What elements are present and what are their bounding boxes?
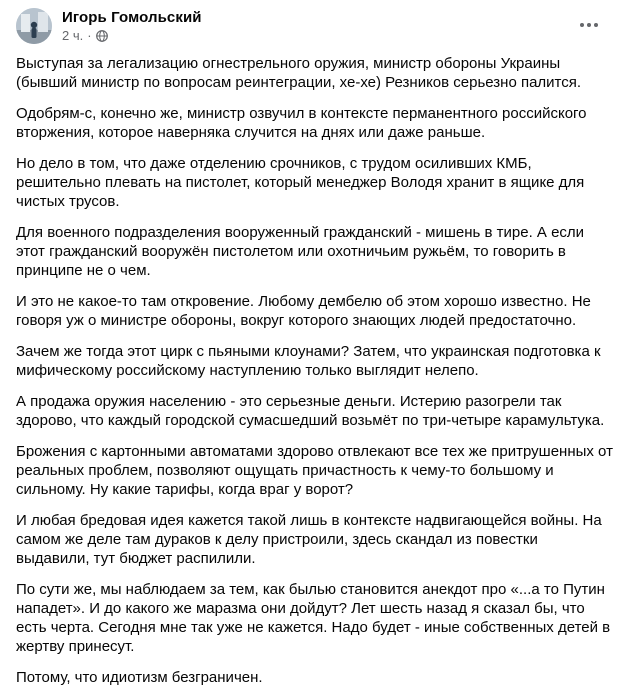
post-paragraph: Но дело в том, что даже отделению срочников, с трудом осиливших КМБ, решительно плевать на пистолет, который менеджер Володя хранит в ящике для чистых трусов. [16,155,585,210]
post-time[interactable]: 2 ч. [62,28,84,43]
post-paragraph: А продажа оружия населению - это серьезные деньги. Истерию разогрели так здорово, что каждый городской сумасшедший возьмёт по три-четыре карамультука. [16,393,605,429]
post-paragraph: Брожения с картонными автоматами здорово отвлекают все тех же притрушенных от реальных проблем, позволяют ощущать причастность к чему-то большому и сильному. Ну какие тарифы, когда враг у ворот? [16,443,613,498]
author-name[interactable]: Игорь Гомольский [62,9,202,26]
post-paragraph: И любая бредовая идея кажется такой лишь в контексте надвигающейся войны. На самом же деле там дураков к делу пристроили, здесь скандал из повестки выдавили, тут бюджет распилили. [16,512,602,567]
post-paragraph: По сути же, мы наблюдаем за тем, как былью становится анекдот про «...а то Путин нападет». И до какого же маразма они дойдут? Лет шесть назад я сказал бы, что есть черта. Сегодня мне так уже не кажется. Надо будет - иные собственных детей в жертву принесут. [16,581,611,655]
post-paragraph: Зачем же тогда этот цирк с пьяными клоунами? Затем, что украинская подготовка к мифическому российскому наступлению только выглядит нелепо. [16,343,601,379]
globe-icon [96,30,108,42]
avatar-photo-icon [16,8,52,44]
post-paragraph: Потому, что идиотизм безграничен. [16,669,263,686]
post-meta [62,28,108,43]
more-options-button[interactable] [574,10,604,40]
post-text [16,54,614,699]
post-paragraph: Одобрям-с, конечно же, министр озвучил в контексте перманентного российского вторжения, которое наверняка случится на днях или даже раньше. [16,105,587,141]
more-options-icon [580,23,598,27]
post-header [16,8,604,44]
post-paragraph: И это не какое-то там откровение. Любому дембелю об этом хорошо известно. Не говоря уж о министре обороны, вокруг которого знающих людей предостаточно. [16,293,591,329]
meta-separator: · [87,28,92,43]
post-paragraph: Для военного подразделения вооруженный гражданский - мишень в тире. А если этот гражданский вооружён пистолетом или охотничьим ружьём, то говорить в принципе не о чем. [16,224,585,279]
author-avatar[interactable] [16,8,52,44]
post-paragraph: Выступая за легализацию огнестрельного оружия, министр обороны Украины (бывший министр по вопросам реинтеграции, хе-хе) Резников серьезно палится. [16,55,582,91]
